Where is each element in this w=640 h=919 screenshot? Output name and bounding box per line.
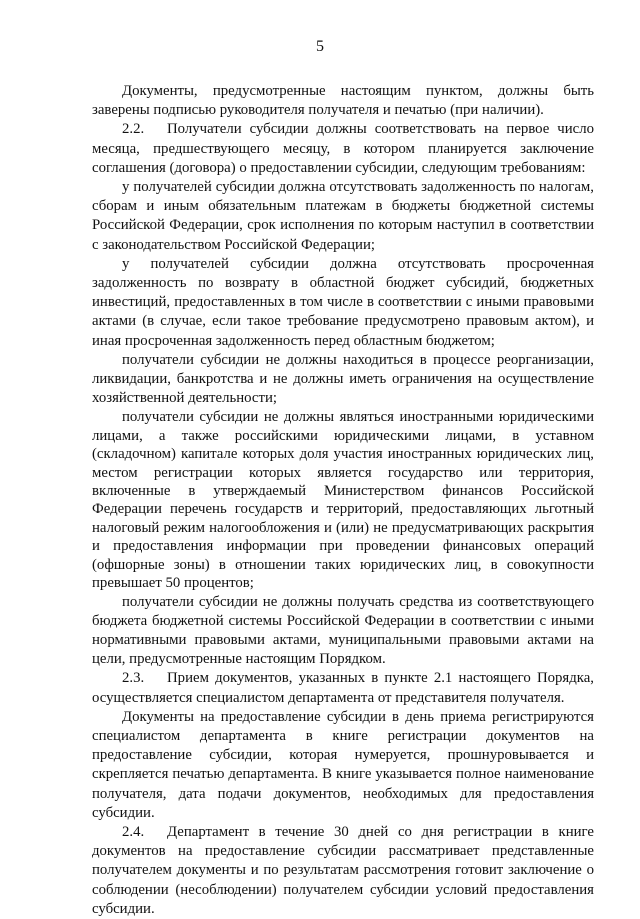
paragraph-number: 2.2. xyxy=(122,121,145,138)
paragraph-number: 2.3. xyxy=(122,670,145,687)
page-number: 5 xyxy=(316,38,324,55)
paragraph-no-tax-debt xyxy=(92,178,594,255)
paragraph-text: Документы, предусмотренные настоящим пунктом, должны быть заверены подписью руководителя получателя и печатью (при наличии). xyxy=(92,83,594,119)
paragraph-text: Департамент в течение 30 дней со дня регистрации в книге документов на предоставление субсидии рассматривает представленные получателем документы и по результатам рассмотрения готовит заключение о соблюдении (несоблюдении) получателем субсидии условий предоставления субсидии. xyxy=(92,823,594,917)
paragraph-2-2 xyxy=(92,120,594,178)
paragraph-text: Получатели субсидии должны соответствовать на первое число месяца, предшествующего месяцу, в котором планируется заключение соглашения (договора) о предоставлении субсидии, следующим требованиям: xyxy=(92,121,594,176)
paragraph-text: получатели субсидии не должны являться иностранными юридическими лицами, а также российскими юридическими лицами, в уставном (складочном) капитале которых доля участия иностранных юридических лиц, местом регистрации которых является государство или территория, включенные в утверждаемый Министерством финансов Российской Федерации перечень государств и территорий, предоставляющих льготный налоговый режим налогообложения и (или) не предусматривающих раскрытия и предоставления информации при проведении финансовых операций (офшорные зоны) в отношении таких юридических лиц, в совокупности превышает 50 процентов; xyxy=(92,409,594,592)
paragraph-no-overdue-debt xyxy=(92,255,594,351)
paragraph-text: у получателей субсидии должна отсутствовать просроченная задолженность по возврату в областной бюджет субсидий, бюджетных инвестиций, предоставленных в том числе в соответствии с иными правовыми актами (в случае, если такое требование предусмотрено правовым актом), и иная просроченная задолженность перед областным бюджетом; xyxy=(92,255,594,349)
paragraph-text: Прием документов, указанных в пункте 2.1 настоящего Порядка, осуществляется специалистом департамента от представителя получателя. xyxy=(92,670,594,706)
paragraph-text: у получателей субсидии должна отсутствовать задолженность по налогам, сборам и иным обязательным платежам в бюджеты бюджетной системы Российской Федерации, срок исполнения по которым наступил в соответствии с законодательством Российской Федерации; xyxy=(92,179,594,253)
paragraph-registration-book xyxy=(92,708,594,823)
paragraph-2-3 xyxy=(92,669,594,707)
document-body xyxy=(92,82,594,919)
paragraph-no-other-funds xyxy=(92,593,594,670)
paragraph-not-foreign-entity xyxy=(92,408,594,592)
paragraph-text: получатели субсидии не должны получать средства из соответствующего бюджета бюджетной системы Российской Федерации в соответствии с иными нормативными правовыми актами, муниципальными правовыми актами на цели, предусмотренные настоящим Порядком. xyxy=(92,593,594,668)
paragraph-text: получатели субсидии не должны находиться в процессе реорганизации, ликвидации, банкротства и не должны иметь ограничения на осуществление хозяйственной деятельности; xyxy=(92,351,594,407)
paragraph-text: Документы на предоставление субсидии в день приема регистрируются специалистом департамента в книге регистрации документов на предоставление субсидии, которая нумеруется, прошнуровывается и скрепляется печатью департамента. В книге указывается полное наименование получателя, дата подачи документов, необходимых для предоставления субсидии. xyxy=(92,708,594,821)
paragraph-documents-certified xyxy=(92,82,594,120)
paragraph-number: 2.4. xyxy=(122,823,145,840)
paragraph-no-reorganization xyxy=(92,351,594,409)
